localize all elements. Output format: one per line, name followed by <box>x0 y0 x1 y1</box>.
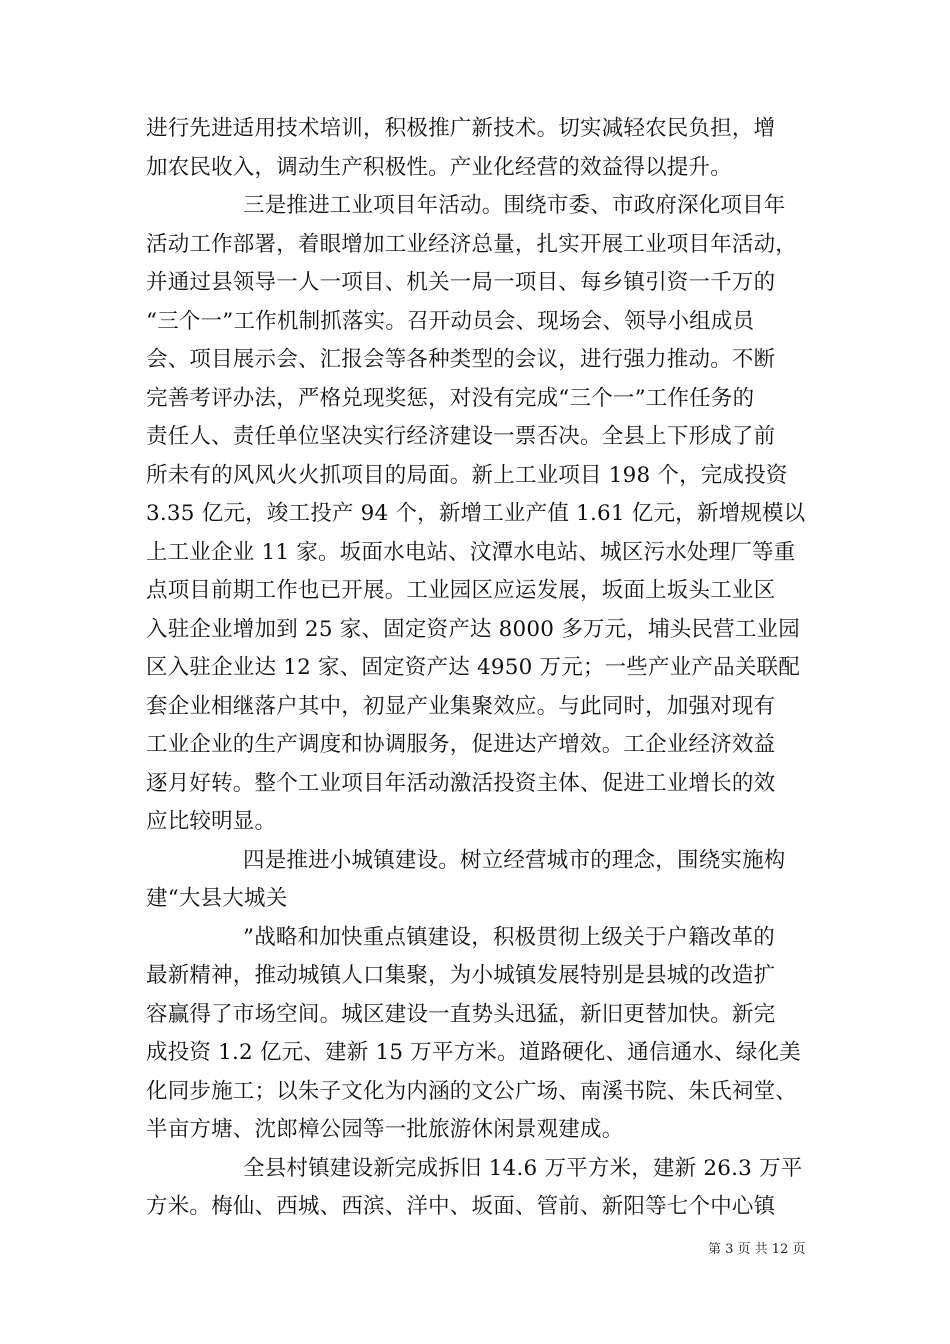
text-line: 区入驻企业达 12 家、固定资产达 4950 万元；一些产业产品关联配 <box>146 655 800 680</box>
text-line: 3.35 亿元，竣工投产 94 个，新增工业产值 1.61 亿元，新增规模以 <box>146 501 806 526</box>
paragraph-start-line: 全县村镇建设新完成拆旧 14.6 万平方米，建新 26.3 万平 <box>243 1155 803 1181</box>
text-line: 工业企业的生产调度和协调服务，促进达产增效。工企业经济效益 <box>146 732 776 757</box>
text-line: 成投资 1.2 亿元、建新 15 万平方米。道路硬化、通信通水、绿化美 <box>146 1040 801 1065</box>
text-line: 加农民收入，调动生产积极性。产业化经营的效益得以提升。 <box>146 154 732 180</box>
text-line: 化同步施工；以朱子文化为内涵的文公广场、南溪书院、朱氏祠堂、 <box>146 1078 798 1104</box>
paragraph-start-line: 三是推进工业项目年活动。围绕市委、市政府深化项目年 <box>243 193 786 218</box>
text-line: 点项目前期工作也已开展。工业园区应运发展，坂面上坂头工业区 <box>146 578 776 603</box>
text-line: 逐月好转。整个工业项目年活动激活投资主体、促进工业增长的效 <box>146 770 776 796</box>
text-line: 半亩方塘、沈郎樟公园等一批旅游休闲景观建成。 <box>146 1117 624 1142</box>
page-number: 第 3 页 共 12 页 <box>708 1242 806 1257</box>
text-line: 活动工作部署，着眼增加工业经济总量，扎实开展工业项目年活动， <box>146 231 798 257</box>
text-line: 套企业相继落户其中，初显产业集聚效应。与此同时，加强对现有 <box>146 693 776 719</box>
text-line: 上工业企业 11 家。坂面水电站、汶潭水电站、城区污水处理厂等重 <box>146 539 796 565</box>
text-line: 进行先进适用技术培训，积极推广新技术。切实减轻农民负担，增 <box>146 116 776 141</box>
text-line: 完善考评办法，严格兑现奖惩，对没有完成“三个一”工作任务的 <box>146 385 755 411</box>
text-line: 应比较明显。 <box>146 809 277 834</box>
text-line: ”战略和加快重点镇建设，积极贯彻上级关于户籍改革的 <box>243 924 775 950</box>
text-line: 建“大县大城关 <box>146 886 288 911</box>
text-line: 入驻企业增加到 25 家、固定资产达 8000 多万元，埔头民营工业园 <box>146 616 800 642</box>
text-line: “三个一”工作机制抓落实。召开动员会、现场会、领导小组成员 <box>146 308 755 334</box>
text-line: 责任人、责任单位坚决实行经济建设一票否决。全县上下形成了前 <box>146 424 776 449</box>
text-line: 会、项目展示会、汇报会等各种类型的会议，进行强力推动。不断 <box>146 347 776 372</box>
text-line: 方米。梅仙、西城、西滨、洋中、坂面、管前、新阳等七个中心镇 <box>146 1194 776 1219</box>
text-line: 并通过县领导一人一项目、机关一局一项目、每乡镇引资一千万的 <box>146 270 776 295</box>
text-line: 所未有的风风火火抓项目的局面。新上工业项目 198 个，完成投资 <box>146 462 788 488</box>
paragraph-start-line: 四是推进小城镇建设。树立经营城市的理念，围绕实施构 <box>243 847 786 873</box>
text-line: 最新精神，推动城镇人口集聚，为小城镇发展特别是县城的改造扩 <box>146 963 776 988</box>
text-line: 容赢得了市场空间。城区建设一直势头迅猛，新旧更替加快。新完 <box>146 1001 776 1027</box>
